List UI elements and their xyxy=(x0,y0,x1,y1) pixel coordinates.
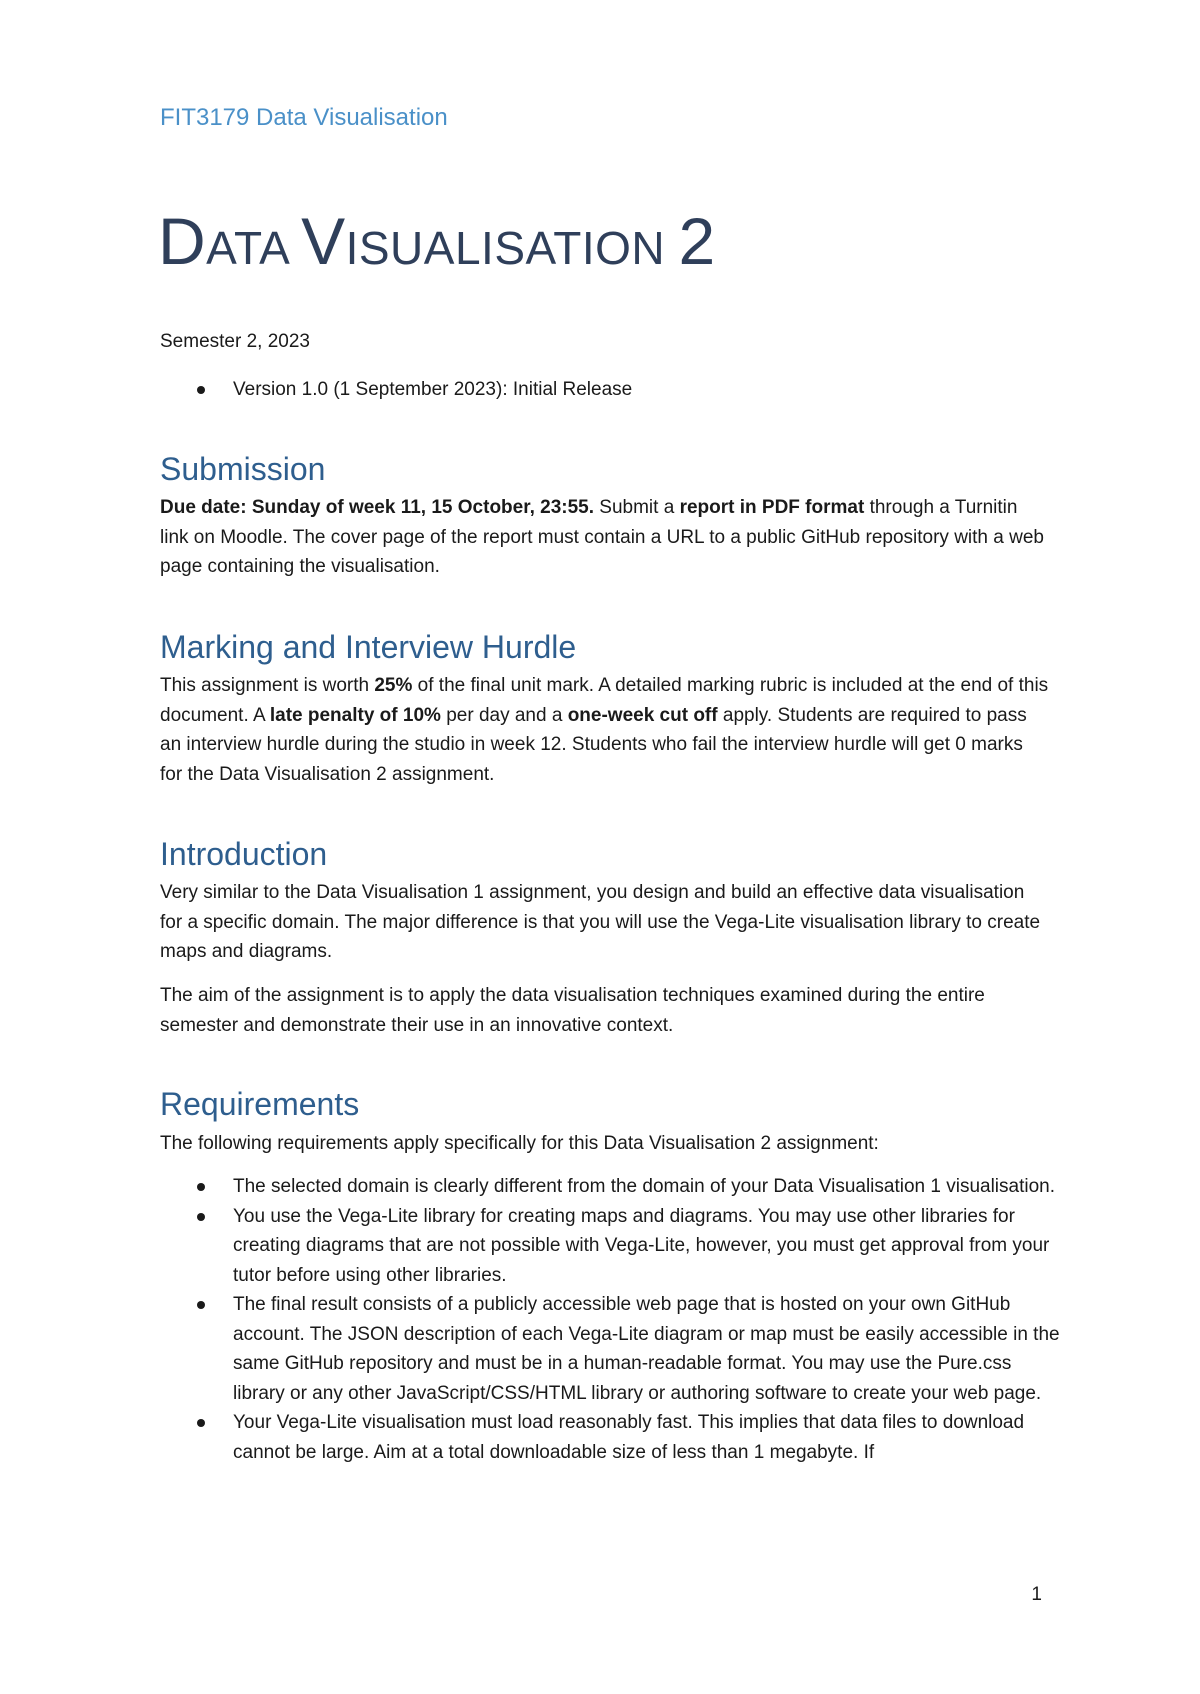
heading-introduction: Introduction xyxy=(160,836,328,872)
requirements-intro: The following requirements apply specifically for this Data Visualisation 2 assignment: xyxy=(160,1133,879,1154)
submission-paragraph xyxy=(160,493,1050,582)
bullet-icon xyxy=(197,386,205,394)
requirement-item xyxy=(160,1408,1060,1467)
title-letter-v: V xyxy=(301,204,346,278)
requirement-item xyxy=(160,1172,1060,1202)
submission-text-1: Submit a xyxy=(594,497,680,518)
marking-paragraph xyxy=(160,671,1050,789)
requirement-item xyxy=(160,1290,1060,1408)
title-part-ata: ATA xyxy=(206,222,302,274)
title-number: 2 xyxy=(678,204,716,278)
marking-text-1: This assignment is worth xyxy=(160,675,375,696)
bullet-icon xyxy=(197,1301,205,1309)
bullet-icon xyxy=(197,1213,205,1221)
version-list xyxy=(160,375,1060,405)
bullet-icon xyxy=(197,1419,205,1427)
document-title xyxy=(158,204,716,278)
marking-text-2: of the final unit mark. A detailed marking rubric is included at the end of this document. A xyxy=(160,675,1049,726)
requirement-item-text: You use the Vega-Lite library for creating maps and diagrams. You may use other libraries for creating diagrams that are not possible with Vega-Lite, however, you must get approval from your tutor before using other libraries. xyxy=(233,1205,1050,1286)
requirement-item-text: The final result consists of a publicly accessible web page that is hosted on your own GitHub account. The JSON description of each Vega-Lite diagram or map must be easily accessible in the same GitHub repository and must be in a human-readable format. You may use the Pure.css library or any other JavaScript/CSS/HTML library or authoring software to create your web page. xyxy=(233,1294,1060,1404)
requirement-item-text: Your Vega-Lite visualisation must load reasonably fast. This implies that data files to download cannot be large. Aim at a total downloadable size of less than 1 megabyte. If xyxy=(233,1412,1025,1463)
introduction-paragraph-1: Very similar to the Data Visualisation 1 assignment, you design and build an effective data visualisation for a specific domain. The major difference is that you will use the Vega-Lite visualisation library to create maps and diagrams. xyxy=(160,882,1041,962)
marking-text-4: apply. Students are required to pass an interview hurdle during the studio in week 12. Students who fail the interview hurdle will get 0 marks for the Data Visualisation 2 assignment. xyxy=(160,704,1027,785)
heading-marking: Marking and Interview Hurdle xyxy=(160,629,577,665)
version-item xyxy=(160,375,1060,405)
marking-text-3: per day and a xyxy=(440,704,568,726)
due-date: Due date: Sunday of week 11, 15 October, 23:55. xyxy=(160,497,595,518)
submission-pdf-format: report in PDF format xyxy=(679,497,865,518)
requirements-list xyxy=(160,1172,1060,1467)
submission-text-2: through a Turnitin link on Moodle. The cover page of the report must contain a URL to a public GitHub repository with a web page containing the visualisation. xyxy=(160,497,1044,577)
title-part-isualisation: ISUALISATION xyxy=(345,222,679,274)
title-letter-d: D xyxy=(158,204,207,278)
bullet-icon xyxy=(197,1183,205,1191)
marking-weight: 25% xyxy=(374,675,413,696)
marking-cutoff: one-week cut off xyxy=(567,704,718,726)
heading-requirements: Requirements xyxy=(160,1086,360,1122)
course-header: FIT3179 Data Visualisation xyxy=(160,104,448,131)
requirement-item-text: The selected domain is clearly different from the domain of your Data Visualisation 1 visualisation. xyxy=(233,1176,1056,1197)
introduction-paragraph-2: The aim of the assignment is to apply the data visualisation techniques examined during the entire semester and demonstrate their use in an innovative context. xyxy=(160,985,985,1036)
semester-line: Semester 2, 2023 xyxy=(160,331,310,352)
marking-late-penalty: late penalty of 10% xyxy=(269,704,441,726)
page-number: 1 xyxy=(1031,1584,1042,1605)
heading-submission: Submission xyxy=(160,451,326,487)
requirement-item xyxy=(160,1202,1060,1291)
version-item-text: Version 1.0 (1 September 2023): Initial Release xyxy=(233,379,633,400)
